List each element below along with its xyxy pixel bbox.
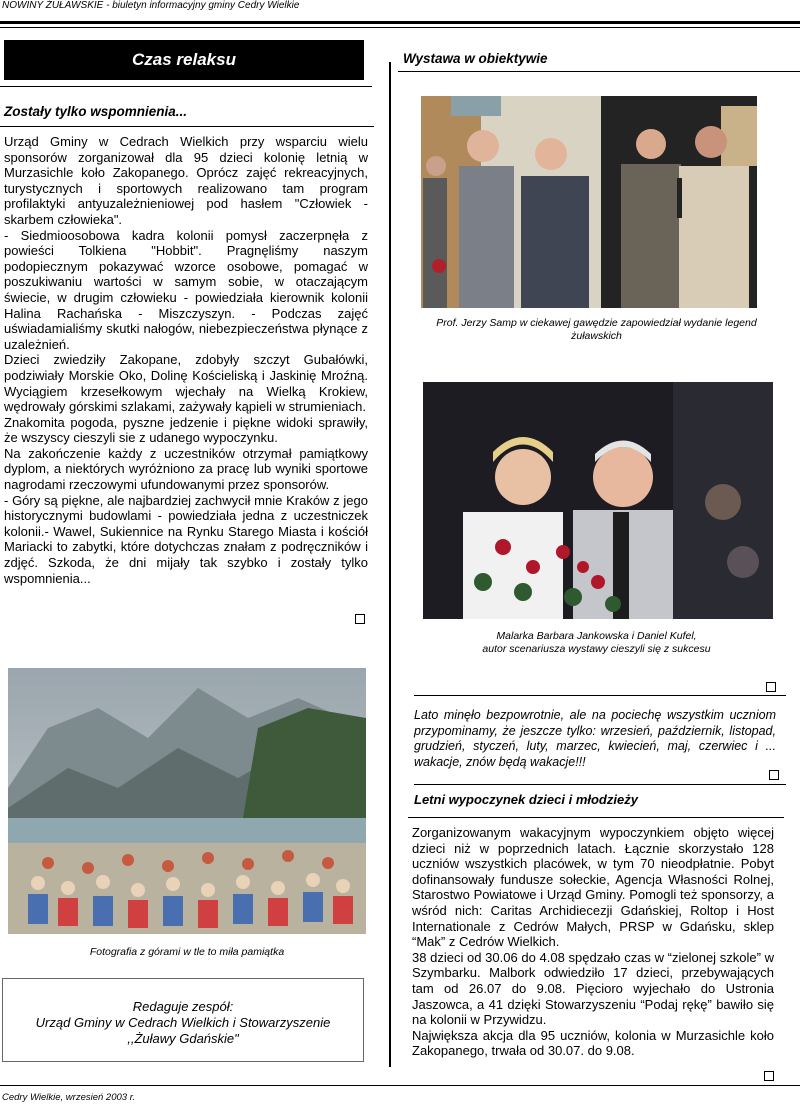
banner-underline: [0, 86, 372, 87]
quote-bottom-rule: [414, 784, 786, 785]
editors-box: [2, 978, 364, 1062]
school-reminder-quote: Lato minęło bezpowrotnie, ale na pociechę wszystkim uczniom przypominamy, że jeszcze tylko: wrzesień, październik, listopad, grudzień, styczeń, luty, marzec, kwiecień, maj, czerwiec i ... wakacje, znów będą wakacje!!!: [414, 708, 776, 769]
paragraph: - Góry są piękne, ale najbardziej zachwycił mnie Kraków z jego historycznymi budowlami - powiedziała jedna z uczestniczek kolonii.- Wawel, Sukiennice na Rynku Starego Miasta i kościół Mariacki to zabytki, które dotychczas znałam z podręczników i zdjęć. Szkoda, że dni mijały tak szybko i zostały tylko wspomnienia...: [4, 492, 368, 586]
header-title: NOWINY ŻUŁAWSKIE - biuletyn informacyjny gminy Cedry Wielkie: [2, 0, 300, 11]
paragraph: Największa akcja dla 95 uczniów, kolonia w Murzasichle koło Zakopanego, trwała od 30.07. do 9.08.: [412, 1027, 774, 1059]
end-of-article-icon: [355, 614, 365, 624]
editors-association: ,,Żuławy Gdańskie": [127, 1031, 239, 1046]
paragraph: Zorganizowanym wakacyjnym wypoczynkiem objęto więcej dzieci niż w poprzednich latach. Łącznie skorzystało 128 uczniów wszystkich placówek, w tym 70 nieodpłatnie. Pobyt dofinansowały fundusze sołeckie, Agencja Własności Rolnej, Starostwo Powiatowe i Urząd Gminy. Pomogli też sponsorzy, a wśród nich: Caritas Archidiecezji Gdańskiej, Roltop i Host Internationale z Cedrów Małych, PRSP w Gdańsku, sklep “Mak” z Cedrów Wielkich.: [412, 825, 774, 950]
paragraph: Urząd Gminy w Cedrach Wielkich przy wsparciu wielu sponsorów zorganizował dla 95 dzieci kolonię letnią w Murzasichle koło Zakopanego. Oprócz zajęć rekreacyjnych, turystycznych i sportowych realizowano tam program profilaktyki antyuzależnieniowej pod hasłem "Człowiek - skarbem człowieka".: [4, 134, 368, 227]
photo-painter-author: [423, 382, 773, 619]
photo-professor-speech: [421, 96, 757, 308]
exhibition-heading: Wystawa w obiektywie: [403, 51, 548, 66]
header-rule-thin: [0, 27, 800, 28]
article-heading: Zostały tylko wspomnienia...: [4, 104, 188, 119]
photo2-caption: [424, 630, 769, 656]
exhibition-heading-underline: [398, 71, 800, 72]
article-body: [4, 134, 368, 586]
quote-top-rule: [414, 695, 786, 696]
summer-rest-underline: [408, 817, 784, 818]
editors-name: Urząd Gminy w Cedrach Wielkich i Stowarzyszenie: [35, 1015, 331, 1030]
photo2-caption-line2: autor scenariusza wystawy cieszyli się z sukcesu: [482, 643, 711, 655]
paragraph: Na zakończenie każdy z uczestników otrzymał pamiątkowy dyplom, a niektórych wyróżniono za pracę lub wyniki sportowe nagrodami rzeczowymi ufundowanymi przez sponsorów.: [4, 445, 368, 493]
end-of-section-icon: [766, 682, 776, 692]
column-divider: [389, 62, 391, 1067]
group-photo-mountains: [8, 668, 366, 934]
end-of-article-icon-2: [764, 1071, 774, 1081]
photo2-caption-line1: Malarka Barbara Jankowska i Daniel Kufel,: [496, 630, 697, 642]
paragraph: Znakomita pogoda, pyszne jedzenie i piękne widoki sprawiły, że wszyscy cieszyli sie z udanego wypoczynku.: [4, 414, 368, 446]
photo1-caption: Prof. Jerzy Samp w ciekawej gawędzie zapowiedział wydanie legend żuławskich: [436, 317, 757, 342]
footer-rule: [0, 1085, 800, 1086]
section-banner: Czas relaksu: [4, 40, 364, 80]
group-photo-caption: Fotografia z górami w tle to miła pamiątka: [89, 946, 285, 958]
summer-rest-body: [412, 825, 774, 1059]
header-rule-thick: [0, 21, 800, 24]
footer-text: Cedry Wielkie, wrzesień 2003 r.: [2, 1092, 136, 1103]
paragraph: - Siedmioosobowa kadra kolonii pomysł zaczerpnęła z powieści Tolkiena "Hobbit". Pragnęliśmy naszym podopiecznym pokazywać wzorce osobowe, pomagać w poszukiwaniu wartości w samym sobie, w otaczającym świecie, w drugim człowieku - powiedziała kierownik kolonii Halina Rachańska - Miszczyszyn. - Podczas zajęć uświadamialiśmy skutki nałogów, niebezpieczeństwa płynące z uzależnień.: [4, 227, 368, 352]
end-of-quote-icon: [769, 770, 779, 780]
paragraph: Dzieci zwiedziły Zakopane, zdobyły szczyt Gubałówki, podziwiały Morskie Oko, Dolinę Kościeliską i Jaskinię Mroźną. Wyciągiem krzesełkowym wjechały na Wielką Krokiew, wędrowały górskimi szlakami, zażywały kąpieli w strumieniach.: [4, 352, 368, 415]
paragraph: 38 dzieci od 30.06 do 4.08 spędzało czas w “zielonej szkole” w Szymbarku. Malbork odwiedziło 17 dzieci, przebywających tam od 26.07 do 9.08. Pięcioro wyjechało do Ustronia Jaszowca, a 41 dzięki Stowarzyszeniu “Podaj rękę” bawiło się na kolonii w Przywidzu.: [412, 949, 774, 1028]
editors-label: Redaguje zespół:: [132, 999, 234, 1014]
summer-rest-heading: Letni wypoczynek dzieci i młodzieży: [414, 792, 638, 807]
heading-underline: [0, 126, 374, 127]
